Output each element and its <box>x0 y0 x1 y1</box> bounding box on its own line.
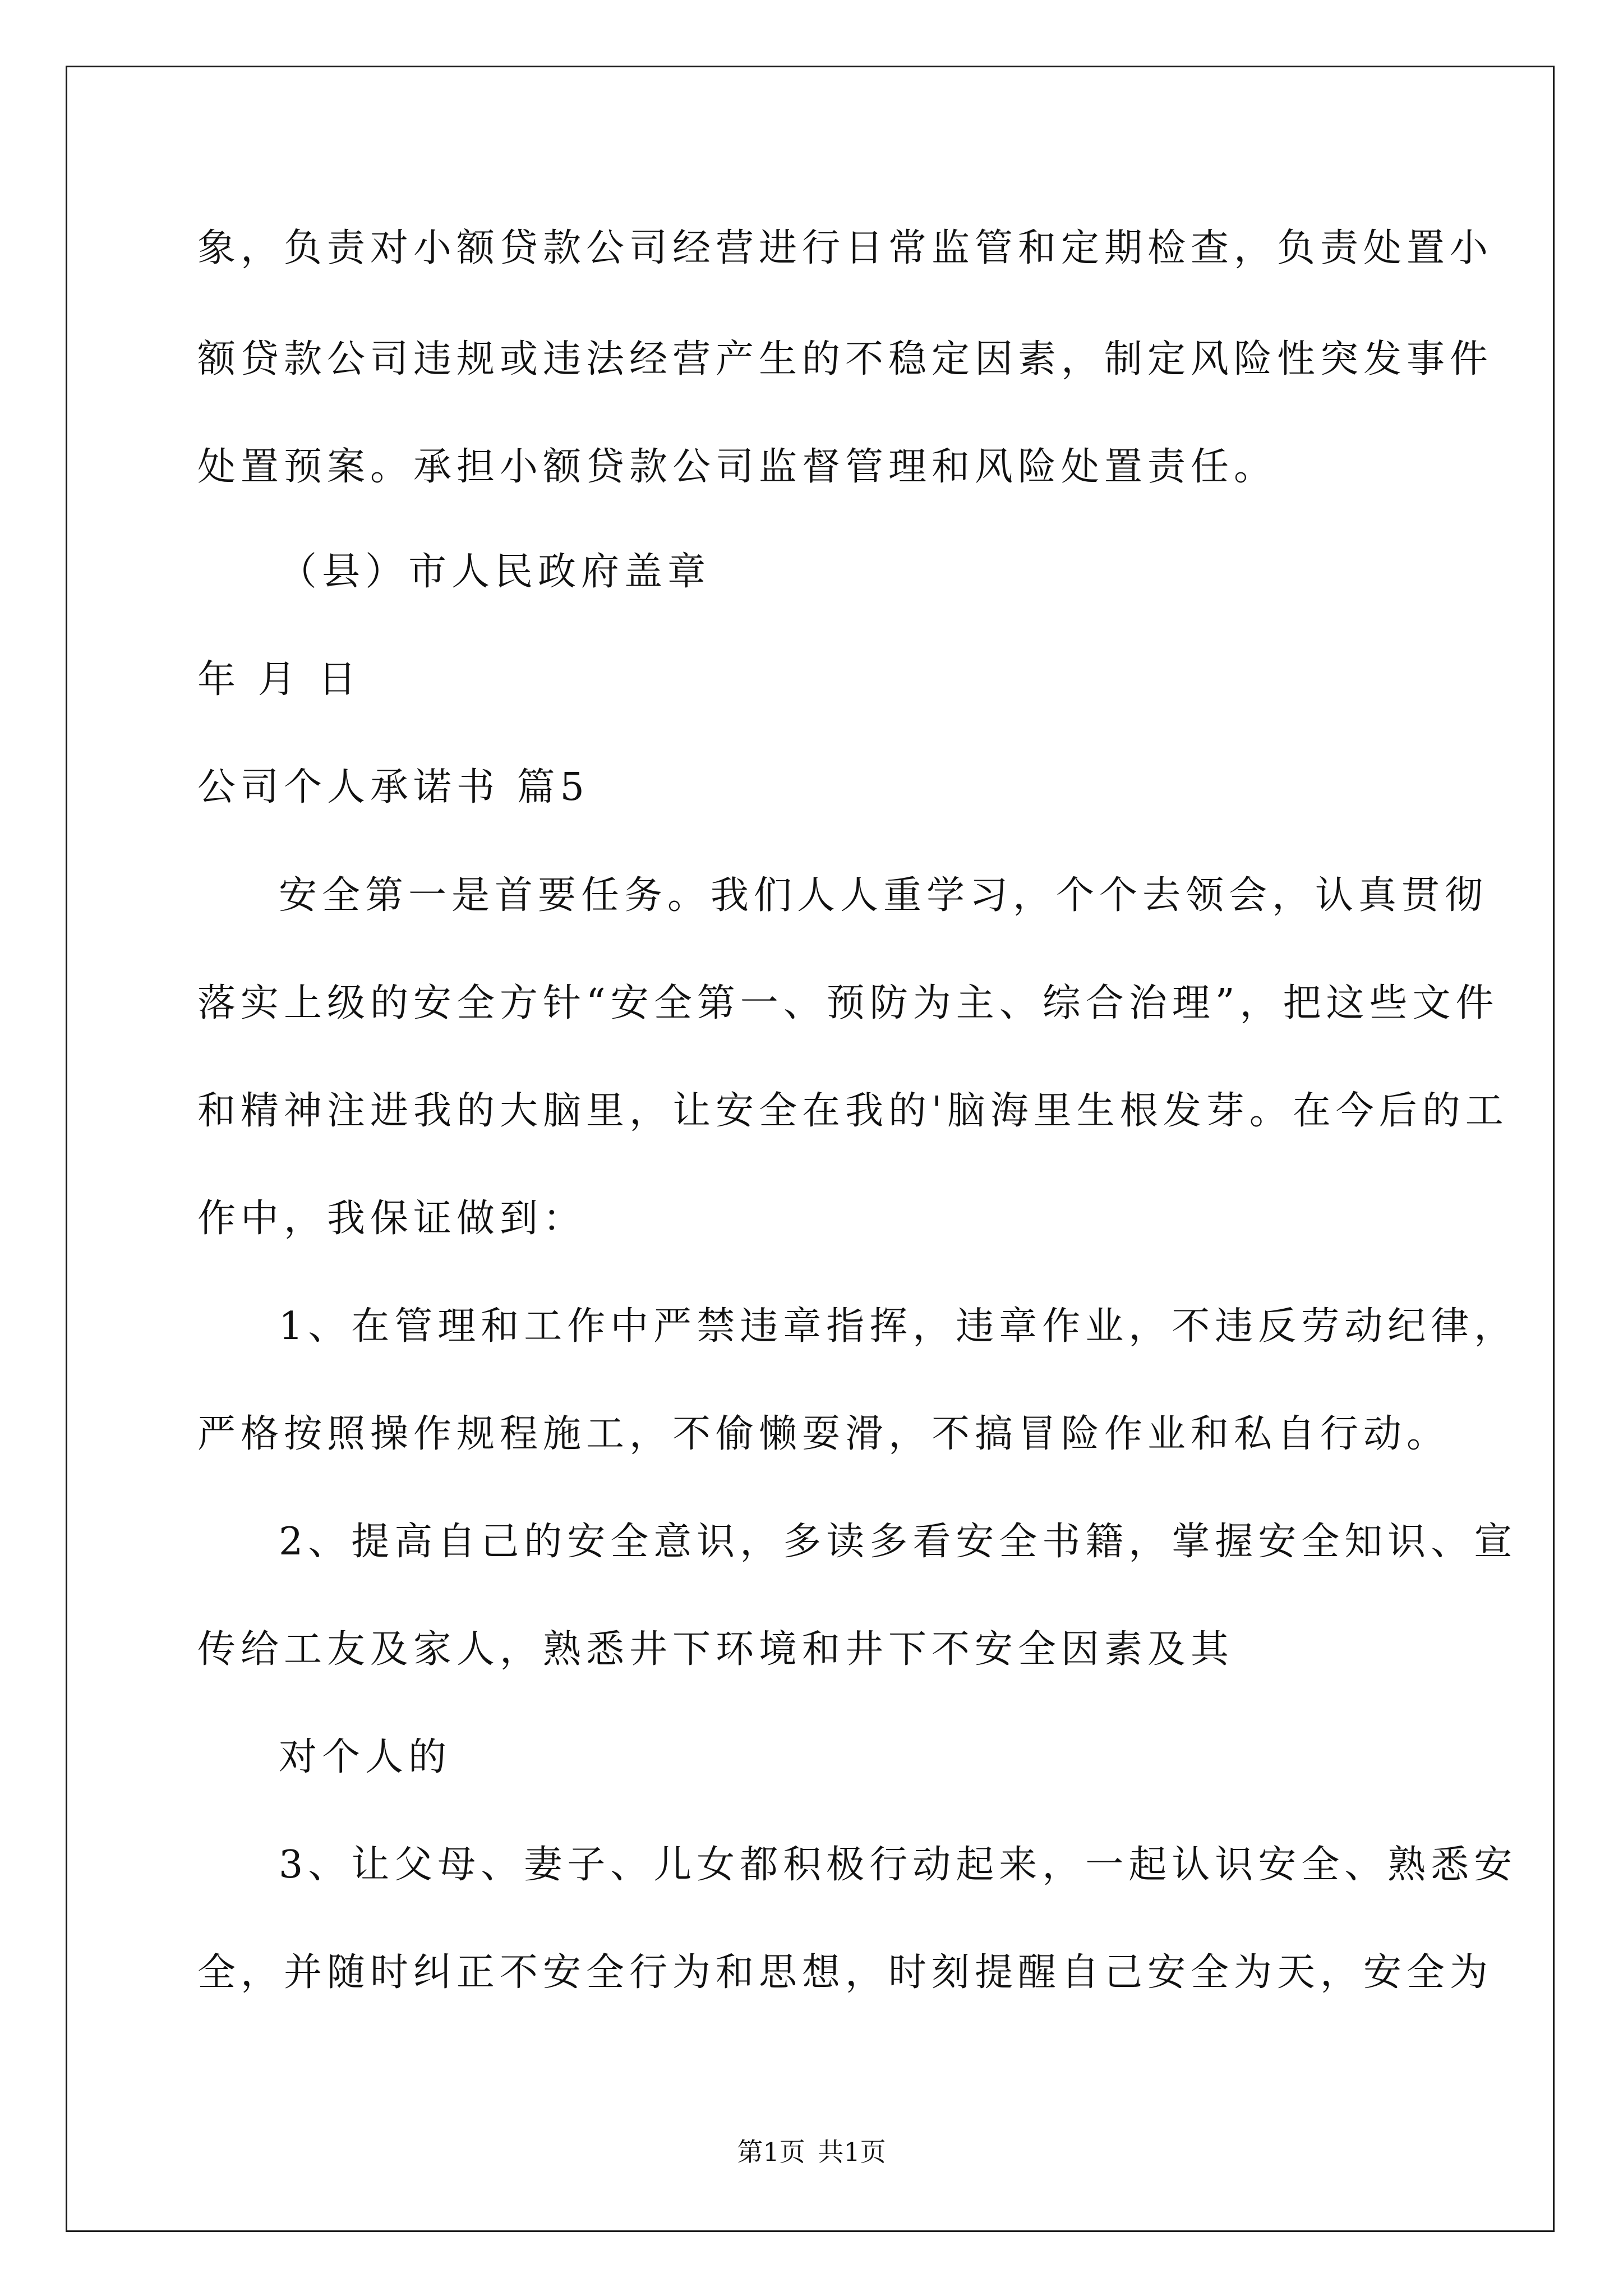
seal-line: （县）市人民政府盖章 <box>279 550 711 594</box>
page-border <box>66 66 1555 2232</box>
body-line: 额贷款公司违规或违法经营产生的不稳定因素，制定风险性突发事件 <box>197 337 1493 381</box>
list-item-1: 1、在管理和工作中严禁违章指挥，违章作业，不违反劳动纪律， <box>279 1304 1518 1349</box>
date-line: 年 月 日 <box>197 657 362 702</box>
body-line: 处置预案。承担小额贷款公司监督管理和风险处置责任。 <box>197 445 1278 489</box>
body-line: 作中，我保证做到： <box>197 1197 587 1241</box>
page-total: 共1页 <box>818 2137 886 2167</box>
body-line: 象，负责对小额贷款公司经营进行日常监管和定期检查，负责处置小 <box>197 226 1493 270</box>
body-line: 落实上级的安全方针“安全第一、预防为主、综合治理”，把这些文件 <box>197 981 1499 1025</box>
body-line: 安全第一是首要任务。我们人人重学习，个个去领会，认真贯彻 <box>279 873 1488 918</box>
section-heading: 公司个人承诺书 篇5 <box>197 765 589 809</box>
page-footer <box>0 2132 1623 2169</box>
page-number: 第1页 <box>737 2137 805 2167</box>
body-line: 对个人的 <box>279 1735 452 1779</box>
body-line: 传给工友及家人，熟悉井下环境和井下不安全因素及其 <box>197 1627 1234 1672</box>
body-line: 全，并随时纠正不安全行为和思想，时刻提醒自己安全为天，安全为 <box>197 1950 1493 1995</box>
list-item-3: 3、让父母、妻子、儿女都积极行动起来，一起认识安全、熟悉安 <box>279 1843 1518 1887</box>
body-line: 严格按照操作规程施工，不偷懒耍滑，不搞冒险作业和私自行动。 <box>197 1412 1450 1456</box>
body-line: 和精神注进我的大脑里，让安全在我的'脑海里生根发芽。在今后的工 <box>197 1089 1509 1133</box>
list-item-2: 2、提高自己的安全意识，多读多看安全书籍，掌握安全知识、宣 <box>279 1520 1518 1564</box>
